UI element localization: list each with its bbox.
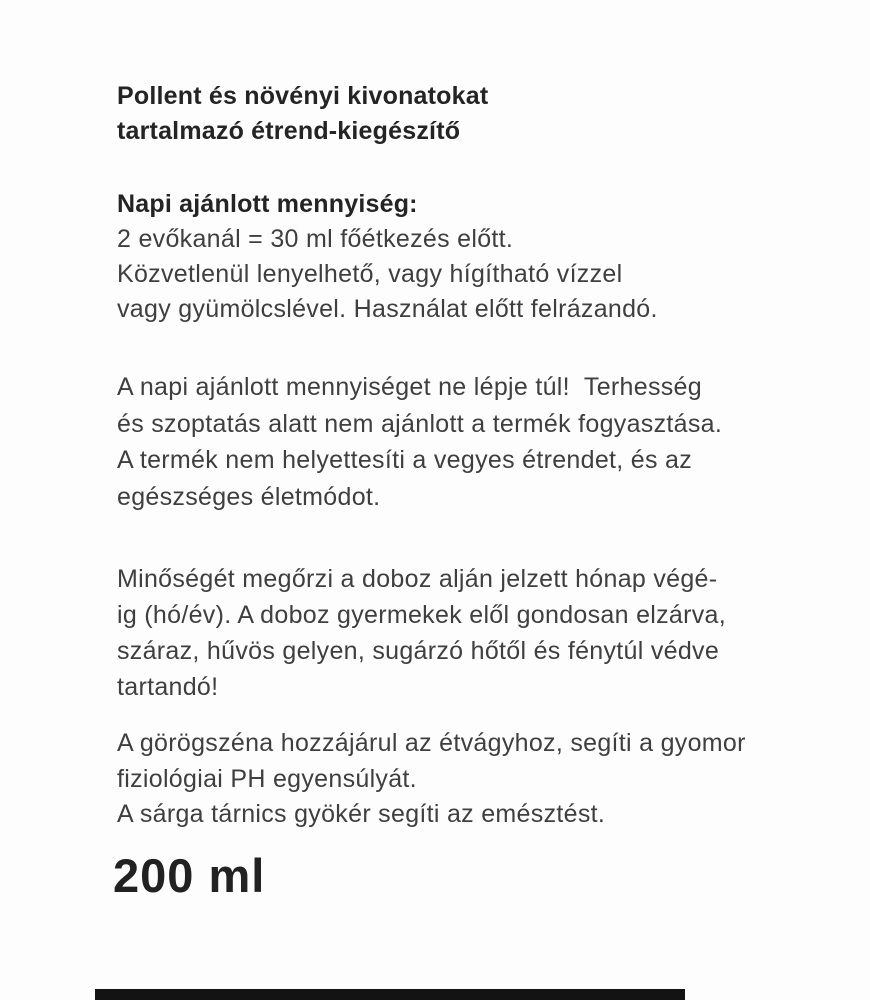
storage-section [117,561,726,705]
benefit-line: A görögszéna hozzájárul az étvágyhoz, segíti a gyomor [117,729,746,757]
warning-line: és szoptatás alatt nem ajánlott a termék fogyasztása. [117,409,723,438]
benefits-section [117,726,746,833]
benefit-line: fiziológiai PH egyensúlyát. [117,764,417,793]
dosage-line: vagy gyümölcslével. Használat előtt felrázandó. [117,295,658,323]
dosage-section [117,187,658,327]
storage-line: száraz, hűvös gelyen, sugárzó hőtől és fénytúl védve [117,637,720,665]
product-title [117,79,488,149]
warning-line: A napi ajánlott mennyiséget ne lépje túl! Terhesség [117,373,702,401]
storage-line: Minőségét megőrzi a doboz alján jelzett hónap végé- [117,565,718,593]
dosage-heading: Napi ajánlott mennyiség: [117,190,418,218]
bottom-crop-bar [95,989,685,1000]
dosage-line: 2 evőkanál = 30 ml főétkezés előtt. [117,225,514,253]
volume-text: 200 ml [113,849,266,902]
warning-line: A termék nem helyettesíti a vegyes étrendet, és az [117,446,693,474]
warning-line: egészséges életmódot. [117,482,381,511]
dosage-line: Közvetlenül lenyelhető, vagy hígítható vízzel [117,260,623,288]
storage-line: ig (hó/év). A doboz gyermekek elől gondosan elzárva, [117,601,727,629]
benefit-line: A sárga tárnics gyökér segíti az emésztést. [117,800,606,828]
storage-line: tartandó! [117,673,219,701]
product-title-line: Pollent és növényi kivonatokat [117,82,489,110]
product-title-line: tartalmazó étrend-kiegészítő [117,117,461,145]
warning-section [117,369,722,515]
